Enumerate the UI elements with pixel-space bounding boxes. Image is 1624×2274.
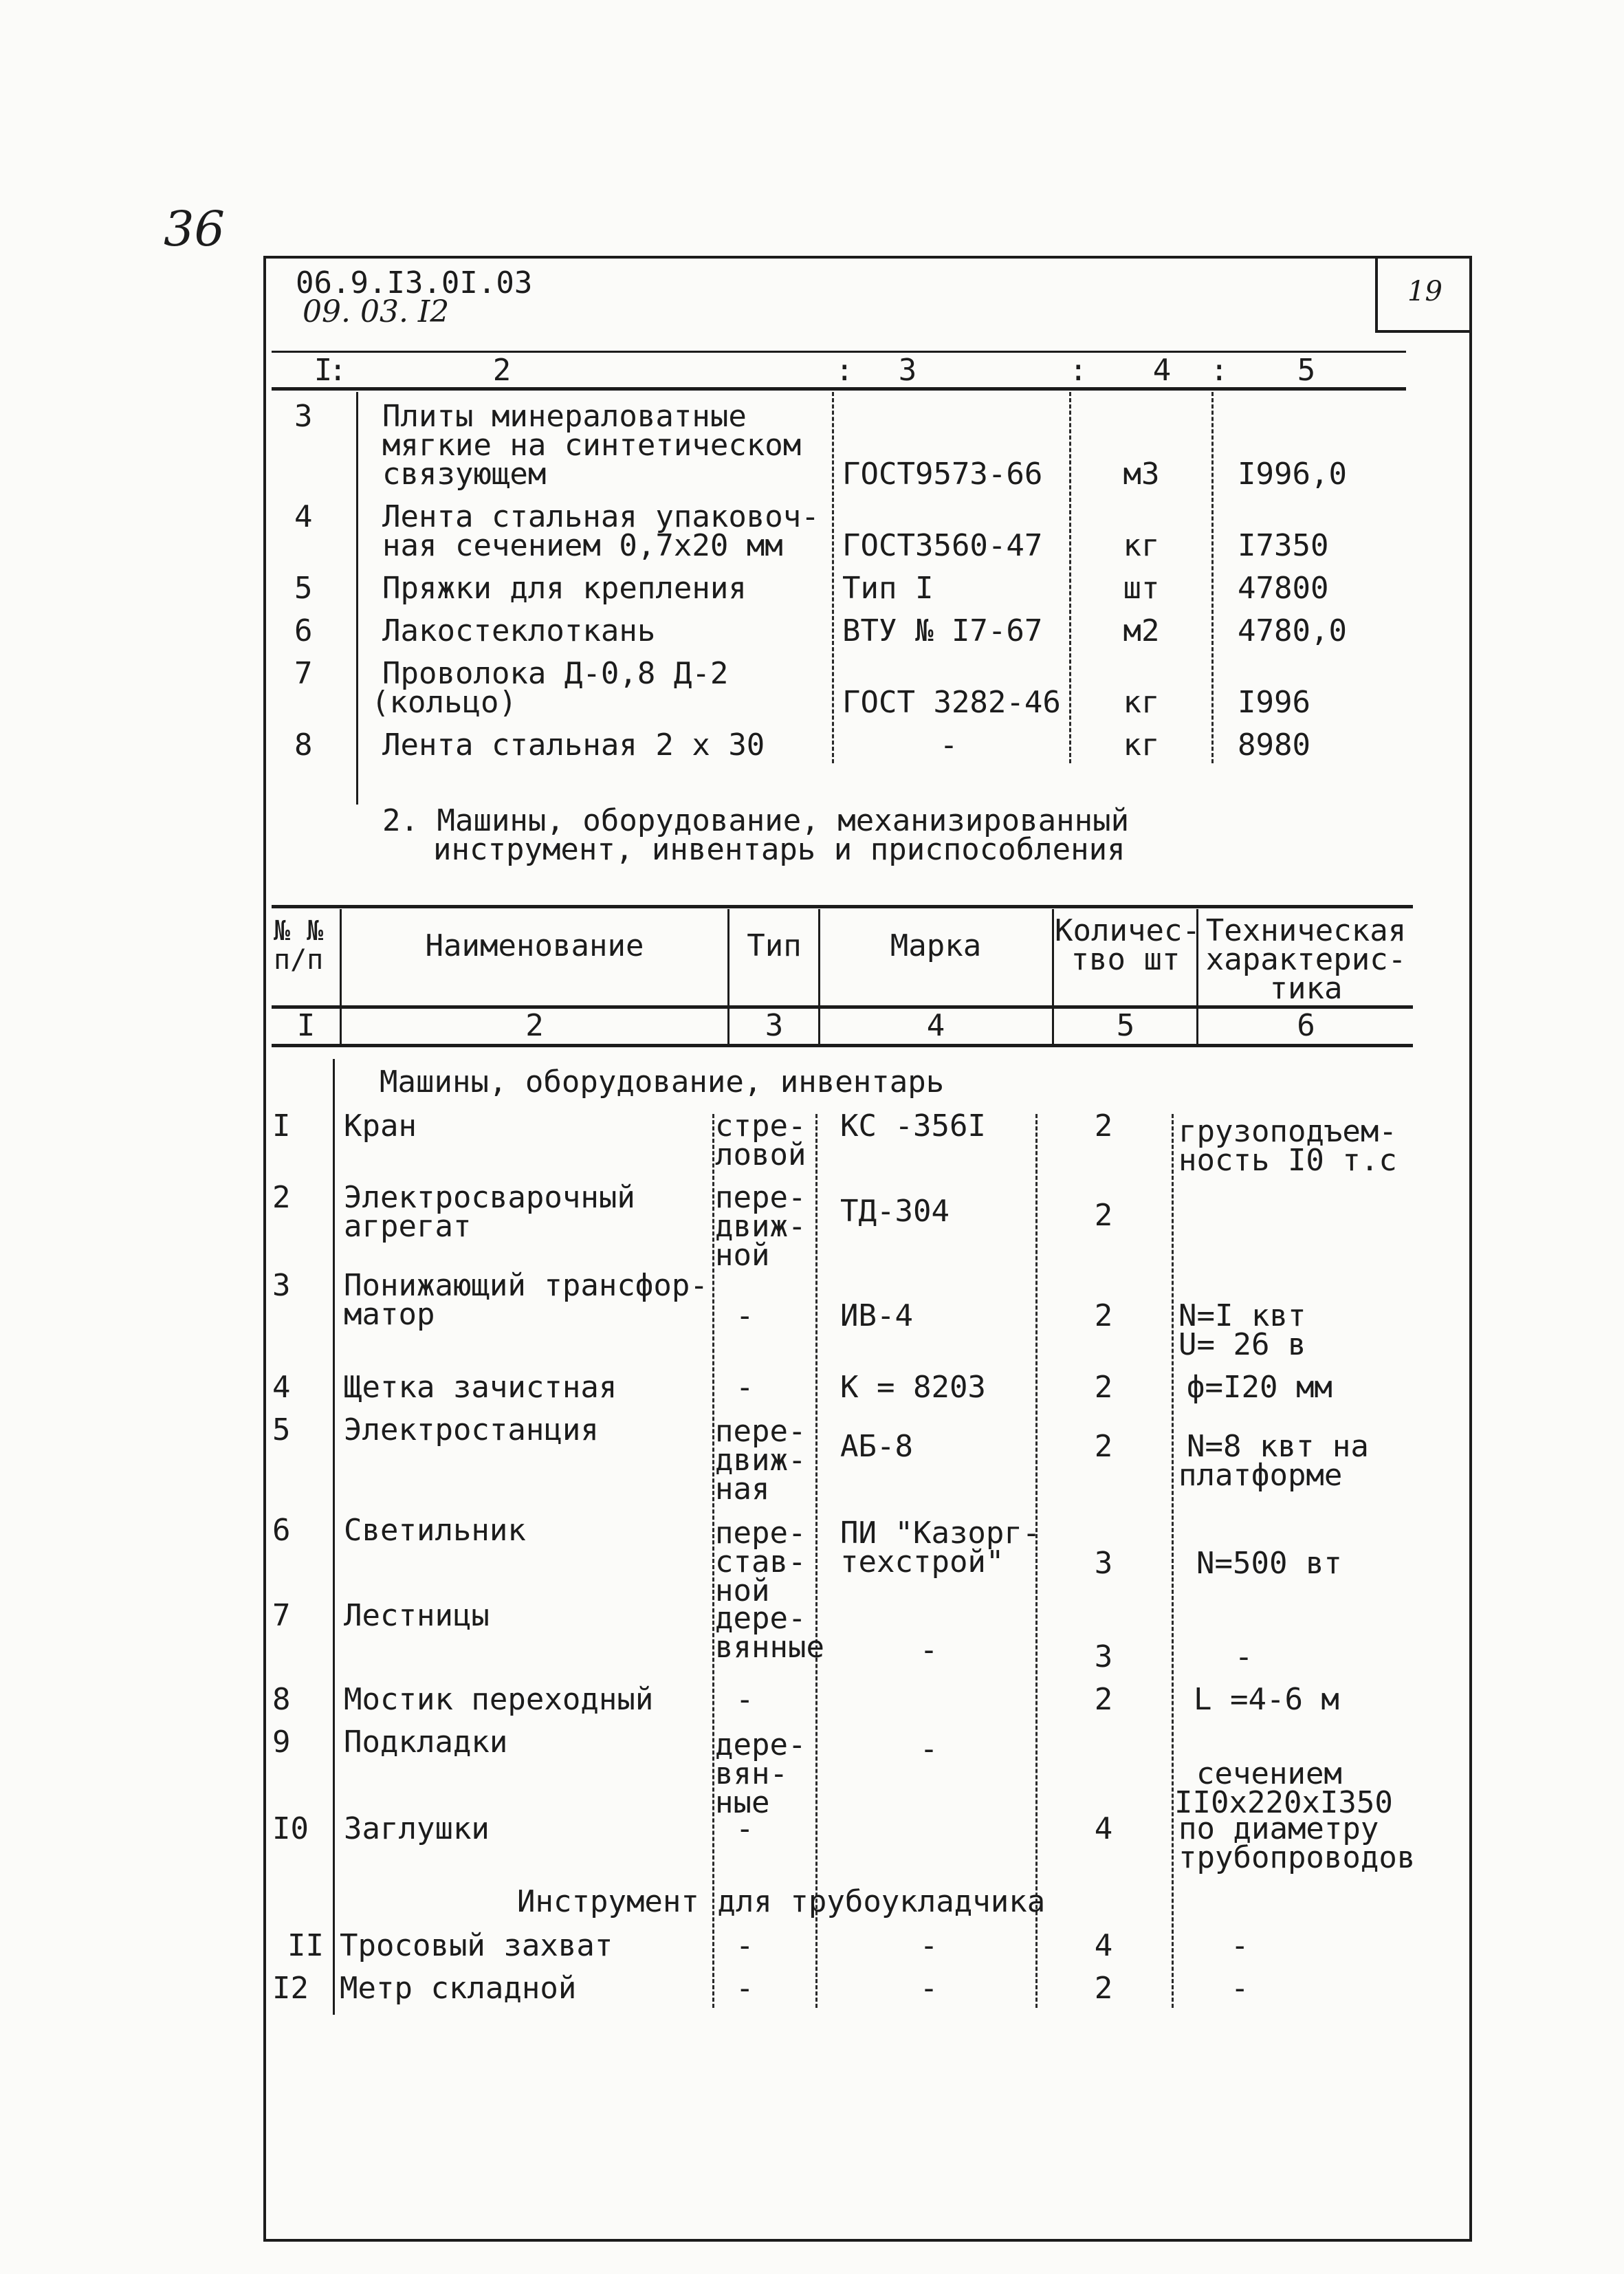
item-spec: трубопроводов [1178,1840,1416,1875]
item-name: Заглушки [344,1811,490,1846]
document-code: 06.9.I3.0I.03 [296,265,533,300]
item-spec: N=I квт [1178,1298,1306,1333]
item-name: Лента стальная 2 х 30 [382,728,765,763]
item-name: агрегат [344,1209,472,1244]
item-spec: - [1231,1928,1249,1963]
item-quantity: I996 [1238,685,1310,720]
item-mark: ИВ-4 [840,1298,913,1333]
item-standard: ГОСТ9573-66 [842,457,1043,492]
item-name: Электростанция [344,1412,599,1447]
row-number: 3 [272,1268,291,1303]
header-num: № № [274,915,324,947]
item-spec: ность I0 т.с [1178,1143,1397,1178]
row-number: 2 [272,1180,291,1215]
item-type: ной [715,1238,770,1273]
item-standard: ГОСТ3560-47 [842,528,1043,563]
item-name: Метр складной [340,1971,577,2006]
item-quantity: 47800 [1238,571,1329,606]
table1-colnum-4: 4 [1152,353,1172,388]
item-type: стре- [715,1108,806,1144]
item-spec: - [1234,1639,1253,1674]
group-title-tools: Инструмент для трубоукладчика [517,1884,1046,1919]
item-type: пере- [715,1180,806,1215]
row-number: 3 [294,399,313,434]
item-name: Лакостеклоткань [382,613,656,648]
document-date: 09. 03. I2 [303,294,450,329]
row-number: II [287,1928,324,1963]
table1-header-rule [272,387,1406,391]
item-name: Проволока Д-0,8 Д-2 [382,656,729,691]
row-number: I2 [272,1971,309,2006]
item-quantity: 2 [1094,1108,1113,1144]
item-type: дере- [715,1727,806,1762]
header-type: Тип [747,928,802,963]
table2-colnum-4: 4 [926,1008,945,1043]
section2-title-line1: 2. Машины, оборудование, механизированный [382,803,1130,838]
page-number: 36 [164,201,226,257]
item-spec: N=8 квт на [1187,1429,1369,1464]
table2-colnum-6: 6 [1297,1008,1315,1043]
item-type: движ- [715,1443,806,1478]
item-type: - [736,1928,754,1963]
item-unit: шт [1123,571,1160,606]
item-type: ной [715,1573,770,1608]
row-number: 9 [272,1725,291,1760]
row-number: 8 [294,728,313,763]
item-quantity: I7350 [1238,528,1329,563]
item-type: ловой [715,1137,806,1172]
item-type: став- [715,1544,806,1579]
item-spec: по диаметру [1178,1811,1379,1846]
table2-colnum-3: 3 [765,1008,784,1043]
item-name: Лестницы [344,1598,490,1633]
row-number: 7 [272,1598,291,1633]
row-number: 4 [294,499,313,534]
item-quantity: 2 [1094,1198,1113,1233]
header-spec: характерис- [1205,942,1407,977]
item-spec: U= 26 в [1178,1327,1306,1362]
item-quantity: 3 [1094,1546,1113,1581]
item-mark: КС -356I [840,1108,986,1144]
item-quantity: 2 [1094,1971,1113,2006]
item-spec: грузоподъем- [1178,1114,1397,1149]
item-spec: II0х220хI350 [1174,1785,1393,1820]
item-name: ная сечением 0,7х20 мм [382,528,783,563]
item-mark: - [919,1971,939,2006]
item-type: вян- [715,1756,788,1791]
header-spec: тика [1269,971,1343,1006]
item-type: - [736,1370,754,1405]
item-mark: - [919,1928,939,1963]
item-name: Электросварочный [344,1180,635,1215]
item-spec: L =4-6 м [1194,1682,1339,1717]
item-name: Тросовый захват [340,1928,613,1963]
row-number: I [272,1108,291,1144]
row-number: 6 [272,1513,291,1548]
item-mark: - [919,1731,939,1767]
table2-header-rule [272,1005,1413,1009]
item-name: Щетка зачистная [344,1370,617,1405]
table2-colnum-1: I [296,1008,316,1043]
item-name: Кран [344,1108,417,1144]
item-spec: N=500 вт [1196,1546,1342,1581]
item-quantity: 3 [1094,1639,1113,1674]
item-spec: - [1231,1971,1249,2006]
item-type: - [736,1811,754,1846]
item-name: Светильник [344,1513,526,1548]
sheet-number: 19 [1407,276,1442,307]
item-unit: м2 [1123,613,1160,648]
row-number: 4 [272,1370,291,1405]
item-unit: кг [1123,685,1160,720]
item-mark: ПИ "Казорг- [840,1516,1041,1551]
item-quantity: 8980 [1238,728,1310,763]
item-mark: - [919,1632,939,1668]
header-mark: Марка [890,928,982,963]
group-title-machines: Машины, оборудование, инвентарь [380,1064,945,1100]
item-unit: м3 [1123,457,1160,492]
item-name: Понижающий трансфор- [344,1268,708,1303]
item-type: ная [715,1472,770,1507]
item-standard: Тип I [842,571,934,606]
section2-title-line2: инструмент, инвентарь и приспособления [433,832,1126,867]
item-standard: ГОСТ 3282-46 [842,685,1061,720]
table1-colnum-5: 5 [1297,353,1316,388]
row-number: I0 [272,1811,309,1846]
table2-colnum-5: 5 [1116,1008,1135,1043]
table1-colnum-3: 3 [898,353,917,388]
row-number: 6 [294,613,313,648]
item-type: вянные [715,1630,824,1665]
item-type: - [736,1971,754,2006]
item-type: пере- [715,1516,806,1551]
item-unit: кг [1123,728,1160,763]
item-name: Лента стальная упаковоч- [382,499,820,534]
item-mark: ТД-304 [840,1194,950,1229]
item-mark: К = 8203 [840,1370,986,1405]
item-spec: ф=I20 мм [1187,1370,1332,1405]
header-spec: Техническая [1205,913,1407,948]
item-mark: техстрой" [840,1544,1005,1579]
header-name: Наименование [425,928,644,963]
row-number: 8 [272,1682,291,1717]
table1-colnum-2: 2 [492,353,512,388]
row-number: 5 [272,1412,291,1447]
item-name: (кольцо) [371,685,517,720]
item-name: Плиты минераловатные [382,399,747,434]
item-name: мягкие на синтетическом [382,428,802,463]
table2-top-rule [272,905,1413,908]
item-quantity: 4 [1094,1928,1113,1963]
table2-colnum-rule [272,1044,1413,1047]
item-mark: АБ-8 [840,1429,913,1464]
item-type: ные [715,1785,770,1820]
item-name: Пряжки для крепления [382,571,747,606]
row-number: 7 [294,656,313,691]
item-quantity: 4 [1094,1811,1113,1846]
item-quantity: 4780,0 [1238,613,1347,648]
header-qty: Количес- [1055,913,1200,948]
item-name: Подкладки [344,1725,508,1760]
item-standard: ВТУ № I7-67 [842,613,1043,648]
item-name: Мостик переходный [344,1682,654,1717]
item-name: матор [344,1297,435,1332]
item-type: дере- [715,1601,806,1636]
table1-colnum-1: I [314,353,333,388]
item-unit: кг [1123,528,1160,563]
item-standard: - [939,728,958,763]
item-quantity: 2 [1094,1682,1113,1717]
item-quantity: 2 [1094,1370,1113,1405]
sheet-number-box [1375,256,1472,333]
header-num: п/п [274,944,324,976]
item-type: движ- [715,1209,806,1244]
table2-colnum-2: 2 [525,1008,544,1043]
item-spec: сечением [1196,1756,1342,1791]
item-type: - [736,1298,754,1333]
header-qty: тво шт [1071,942,1181,977]
item-quantity: 2 [1094,1298,1113,1333]
item-quantity: I996,0 [1238,457,1347,492]
item-type: - [736,1682,754,1717]
item-type: пере- [715,1414,806,1449]
row-number: 5 [294,571,313,606]
item-quantity: 2 [1094,1429,1113,1464]
item-name: связующем [382,457,547,492]
item-spec: платформе [1178,1458,1343,1493]
